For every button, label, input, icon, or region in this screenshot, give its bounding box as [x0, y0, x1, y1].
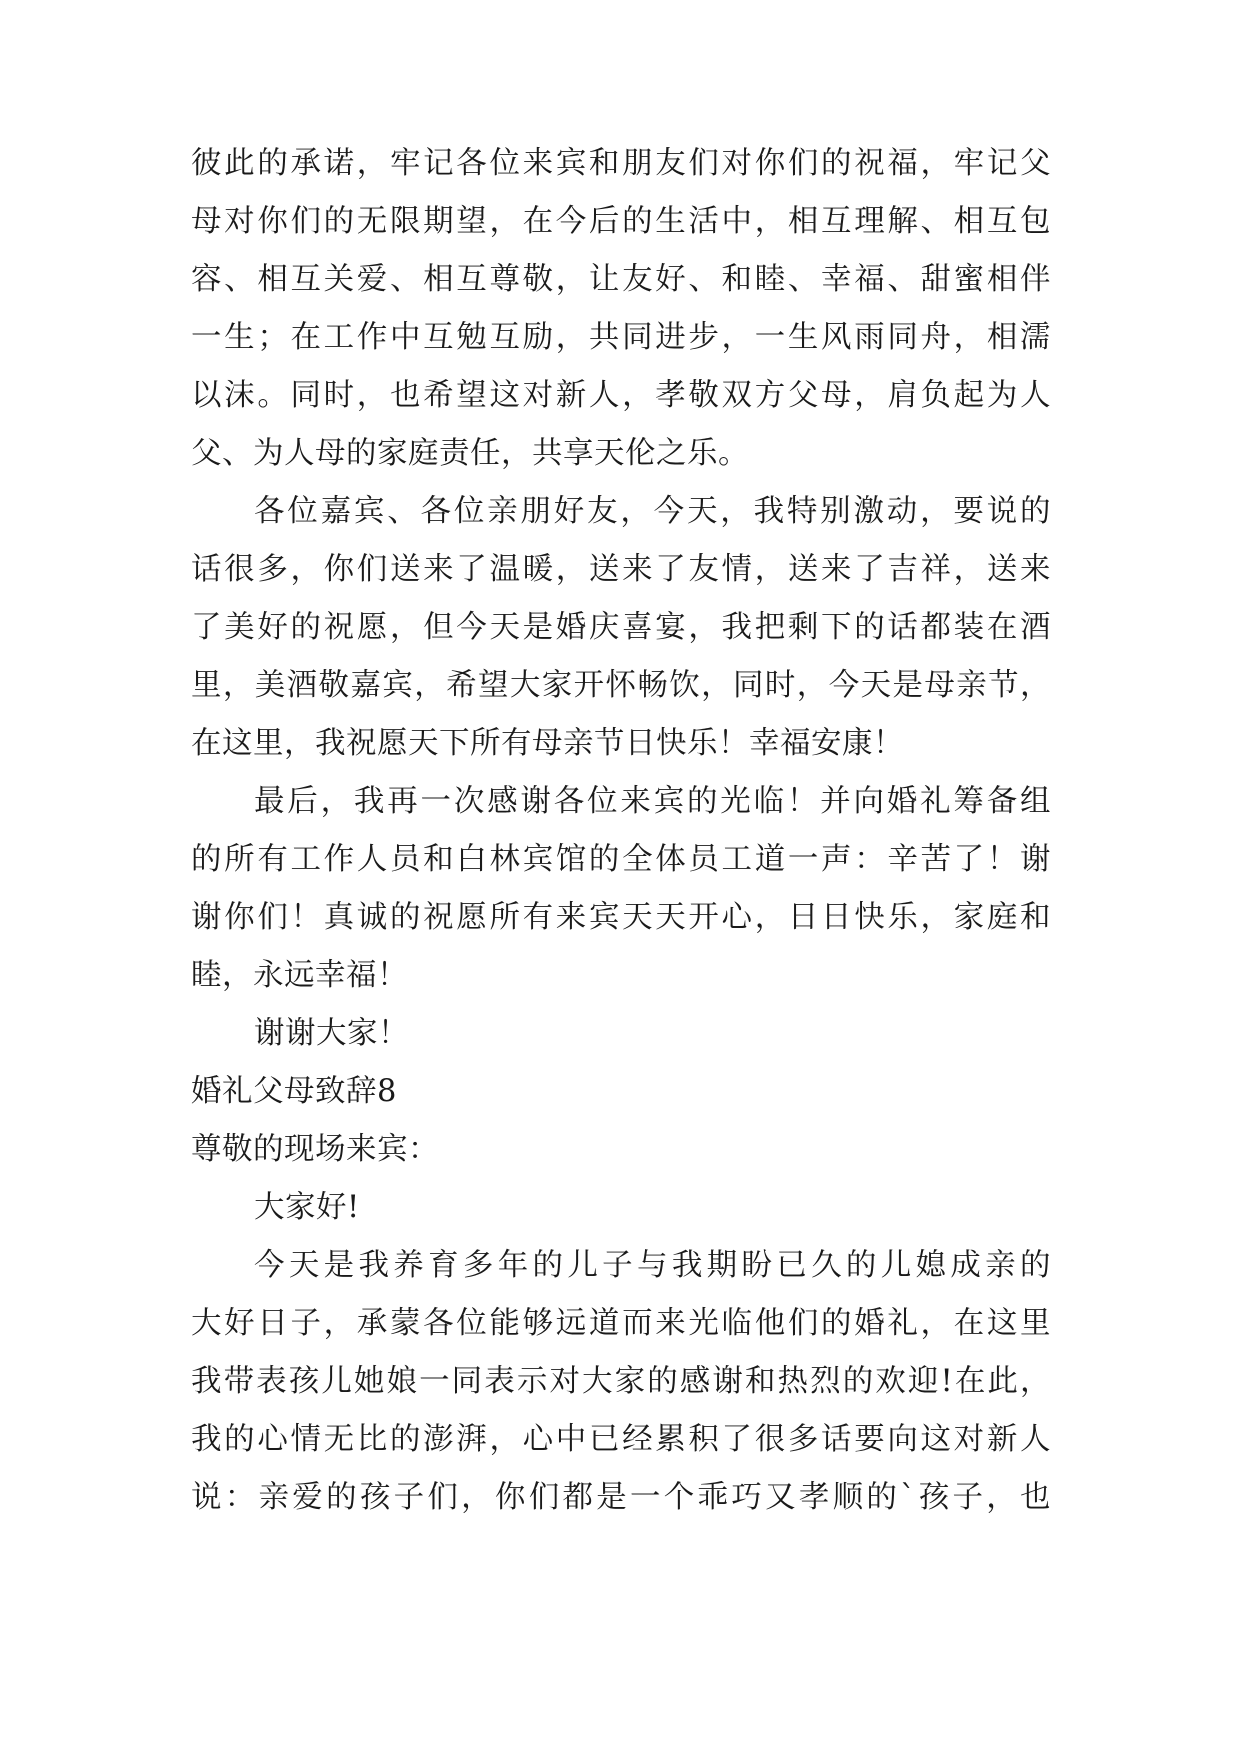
greeting: 大家好!: [254, 1190, 360, 1225]
text-line: 父、为人母的家庭责任，共享天伦之乐。: [191, 436, 749, 471]
salutation: 尊敬的现场来宾：: [191, 1132, 439, 1167]
section-heading: 婚礼父母致辞8: [191, 1074, 397, 1109]
text-line: 我带表孩儿她娘一同表示对大家的感谢和热烈的欢迎!在此，: [191, 1364, 1051, 1399]
text-line: 话很多，你们送来了温暖，送来了友情，送来了吉祥，送来: [191, 552, 1051, 587]
paragraph-first-line: 各位嘉宾、各位亲朋好友，今天，我特别激动，要说的: [254, 494, 1051, 529]
text-line: 里，美酒敬嘉宾，希望大家开怀畅饮，同时，今天是母亲节，: [191, 668, 1051, 703]
text-line: 大好日子，承蒙各位能够远道而来光临他们的婚礼，在这里: [191, 1306, 1051, 1341]
closing-line: 谢谢大家！: [254, 1016, 409, 1051]
text-line: 一生；在工作中互勉互励，共同进步，一生风雨同舟，相濡: [191, 320, 1051, 355]
text-line: 我的心情无比的澎湃，心中已经累积了很多话要向这对新人: [191, 1422, 1051, 1457]
text-line: 的所有工作人员和白林宾馆的全体员工道一声：辛苦了！谢: [191, 842, 1051, 877]
text-line: 以沫。同时，也希望这对新人，孝敬双方父母，肩负起为人: [191, 378, 1051, 413]
text-line: 母对你们的无限期望，在今后的生活中，相互理解、相互包: [191, 204, 1051, 239]
text-line: 容、相互关爱、相互尊敬，让友好、和睦、幸福、甜蜜相伴: [191, 262, 1051, 297]
text-line: 谢你们！真诚的祝愿所有来宾天天开心，日日快乐，家庭和: [191, 900, 1051, 935]
text-line: 睦，永远幸福！: [191, 958, 408, 993]
paragraph-first-line: 今天是我养育多年的儿子与我期盼已久的儿媳成亲的: [254, 1248, 1051, 1283]
text-line: 说：亲爱的孩子们，你们都是一个乖巧又孝顺的`孩子，也: [191, 1480, 1051, 1515]
paragraph-first-line: 最后，我再一次感谢各位来宾的光临！并向婚礼筹备组: [254, 784, 1051, 819]
text-line: 彼此的承诺，牢记各位来宾和朋友们对你们的祝福，牢记父: [191, 146, 1051, 181]
text-line: 在这里，我祝愿天下所有母亲节日快乐！幸福安康！: [191, 726, 904, 761]
text-line: 了美好的祝愿，但今天是婚庆喜宴，我把剩下的话都装在酒: [191, 610, 1051, 645]
